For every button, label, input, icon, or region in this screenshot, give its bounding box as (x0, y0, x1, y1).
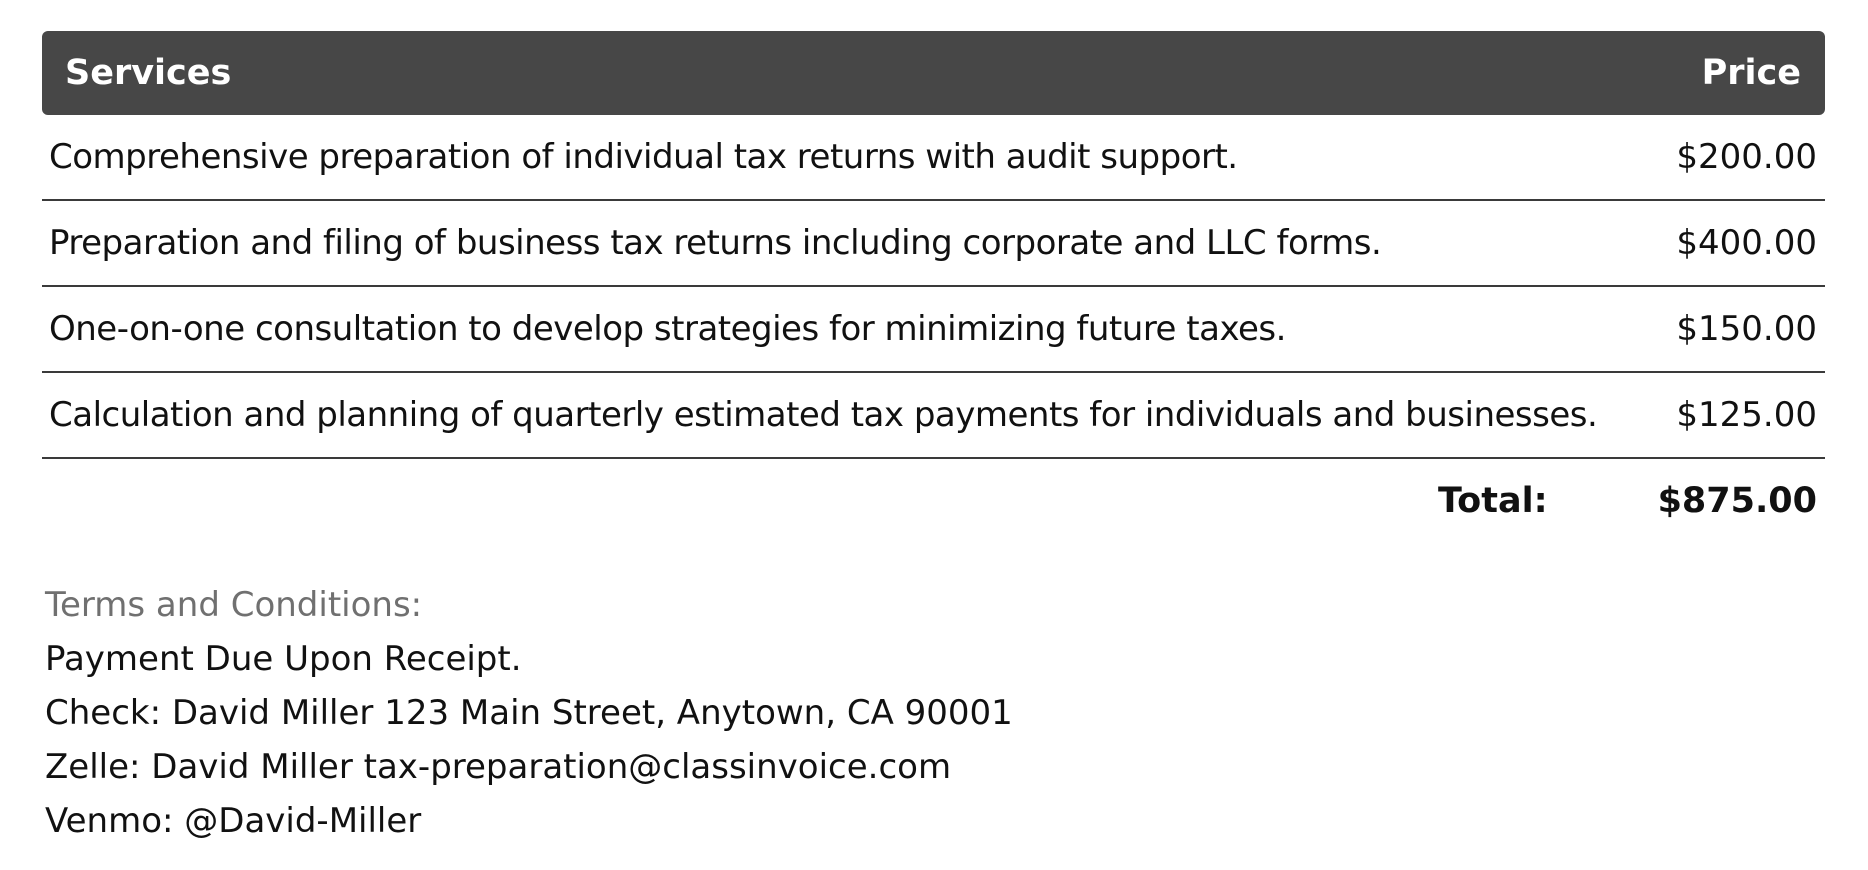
total-value: $875.00 (1657, 481, 1817, 521)
terms-line-venmo: Venmo: @David-Miller (45, 801, 422, 841)
services-column-header: Services (65, 53, 232, 93)
price-column-header: Price (1701, 53, 1801, 93)
services-table (42, 31, 1825, 543)
terms-section (45, 578, 1013, 848)
service-price: $150.00 (1676, 309, 1817, 349)
service-description: Calculation and planning of quarterly estimated tax payments for individuals and businesses. (49, 395, 1598, 435)
service-price: $125.00 (1676, 395, 1817, 435)
total-label: Total: (1437, 481, 1548, 521)
terms-line-check: Check: David Miller 123 Main Street, Anytown, CA 90001 (45, 693, 1013, 733)
service-price: $400.00 (1676, 223, 1817, 263)
terms-line-zelle: Zelle: David Miller tax-preparation@classinvoice.com (45, 747, 952, 787)
total-row (42, 459, 1825, 543)
table-row (42, 201, 1825, 287)
terms-line-payment-due: Payment Due Upon Receipt. (45, 639, 522, 679)
table-row (42, 373, 1825, 459)
terms-title: Terms and Conditions: (45, 585, 423, 625)
service-description: One-on-one consultation to develop strategies for minimizing future taxes. (49, 309, 1286, 349)
table-row (42, 287, 1825, 373)
service-description: Preparation and filing of business tax returns including corporate and LLC forms. (49, 223, 1382, 263)
service-description: Comprehensive preparation of individual tax returns with audit support. (49, 137, 1238, 177)
table-row (42, 115, 1825, 201)
service-price: $200.00 (1676, 137, 1817, 177)
table-header (42, 31, 1825, 115)
